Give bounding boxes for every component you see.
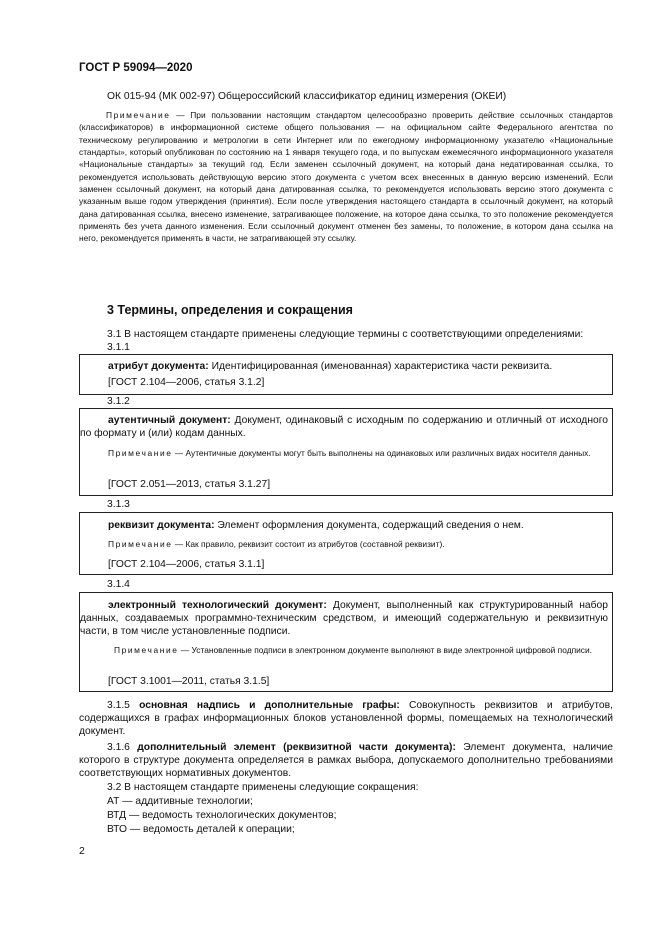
term-source: [ГОСТ 2.104—2006, статья 3.1.2] — [108, 377, 265, 388]
term-source: [ГОСТ 3.1001—2011, статья 3.1.5] — [108, 676, 270, 687]
note-label: Примечание — [108, 539, 173, 549]
term-source: [ГОСТ 2.051—2013, статья 3.1.27] — [108, 479, 271, 490]
term-name: атрибут документа: — [108, 361, 209, 372]
term-number-3-1-2: 3.1.2 — [107, 396, 130, 407]
term-name: основная надпись и дополнительные графы: — [139, 700, 400, 711]
term-number-3-1-1: 3.1.1 — [107, 342, 130, 353]
note-label: Примечание — [114, 645, 179, 655]
term-box-3-1-4 — [79, 592, 613, 692]
abbreviation-item: АТ — аддитивные технологии; — [107, 796, 253, 807]
note-text: — Как правило, реквизит состоит из атрибутов (составной реквизит). — [172, 539, 445, 549]
document-header: ГОСТ Р 59094—2020 — [79, 62, 193, 74]
note-text: — Аутентичные документы могут быть выполнены на одинаковых или различных видах носителя данных. — [172, 448, 591, 458]
term-3-1-6 — [79, 741, 613, 780]
term-note — [80, 447, 608, 459]
term-number: 3.1.6 — [107, 742, 130, 753]
reference-note — [79, 109, 613, 245]
term-3-1-5 — [79, 699, 613, 738]
term-text: Документ, выполненный как структурированный набор данных, создаваемых программно-техническим средством, и имеющий содержательную и реквизитную части, в том числе установленные подписи. — [80, 600, 609, 637]
term-name: аутентичный документ: — [108, 415, 231, 426]
term-definition — [108, 360, 608, 373]
note-label: Примечание — [106, 110, 171, 120]
term-definition — [80, 414, 608, 440]
term-text: Совокупность реквизитов и атрибутов, содержащихся в графах информационных блоков установленной формы, помещаемых на технологический документ. — [79, 700, 613, 737]
term-text: Элемент оформления документа, содержащий сведения о нем. — [214, 520, 524, 531]
page-number: 2 — [79, 845, 85, 857]
term-definition — [108, 519, 608, 532]
term-source: [ГОСТ 2.104—2006, статья 3.1.1] — [108, 559, 265, 570]
term-name: электронный технологический документ: — [108, 600, 327, 611]
term-note — [80, 644, 608, 656]
term-definition — [80, 599, 608, 638]
term-number-3-1-3: 3.1.3 — [107, 499, 130, 510]
note-label: Примечание — [108, 448, 173, 458]
section-title: 3 Термины, определения и сокращения — [107, 303, 353, 317]
term-number: 3.1.5 — [107, 700, 130, 711]
term-note — [108, 538, 608, 550]
paragraph-3-1: 3.1 В настоящем стандарте применены следующие термины с соответствующими определениями: — [107, 329, 584, 340]
term-text: Элемент документа, наличие которого в структуре документа определяется в рамках выбора, допускаемого дополнительно требованиями соответствующих нормативных документов. — [79, 742, 613, 779]
term-text: Документ, одинаковый с исходным по содержанию и отличный от исходного по формату и (или) кодам данных. — [80, 415, 608, 439]
term-name: дополнительный элемент (реквизитной части документа): — [137, 742, 456, 753]
term-box-3-1-3 — [79, 512, 613, 575]
term-name: реквизит документа: — [108, 520, 215, 531]
term-box-3-1-1 — [79, 354, 613, 395]
note-text: — Установленные подписи в электронном документе выполняют в виде электронной цифровой подписи. — [178, 645, 592, 655]
term-box-3-1-2 — [79, 408, 613, 496]
paragraph-3-2: 3.2 В настоящем стандарте применены следующие сокращения: — [107, 782, 419, 793]
note-text: — При пользовании настоящим стандартом целесообразно проверить действие ссылочных стандартов (классификаторов) в информационной системе общего пользования — на официальном сайте Федерального агентства по техническому регулированию и метрологии в сети Интернет или по ежегодному информационному указателю «Национальные стандарты», который опубликован по состоянию на 1 января текущего года, и по выпускам ежемесячного информационного указателя «Национальные стандарты» за текущий год. Если заменен ссылочный документ, на который дана недатированная ссылка, то рекомендуется использовать действующую версию этого документа с учетом всех внесенных в данную версию изменений. Если заменен ссылочный документ, на который дана датированная ссылка, то рекомендуется использовать версию этого документа с указанным выше годом утверждения (принятия). Если после утверждения настоящего стандарта в ссылочный документ, на который дана датированная ссылка, внесено изменение, затрагивающее положение, на которое дана ссылка, то это положение рекомендуется применять без учета данного изменения. Если ссылочный документ отменен без замены, то положение, в котором дана ссылка на него, рекомендуется применять в части, не затрагивающей эту ссылку. — [79, 110, 613, 244]
reference-line: ОК 015-94 (МК 002-97) Общероссийский классификатор единиц измерения (ОКЕИ) — [107, 91, 507, 102]
abbreviation-item: ВТД — ведомость технологических документов; — [107, 810, 337, 821]
term-text: Идентифицированная (именованная) характеристика части реквизита. — [208, 361, 553, 372]
term-number-3-1-4: 3.1.4 — [107, 579, 130, 590]
abbreviation-item: ВТО — ведомость деталей к операции; — [107, 824, 295, 835]
